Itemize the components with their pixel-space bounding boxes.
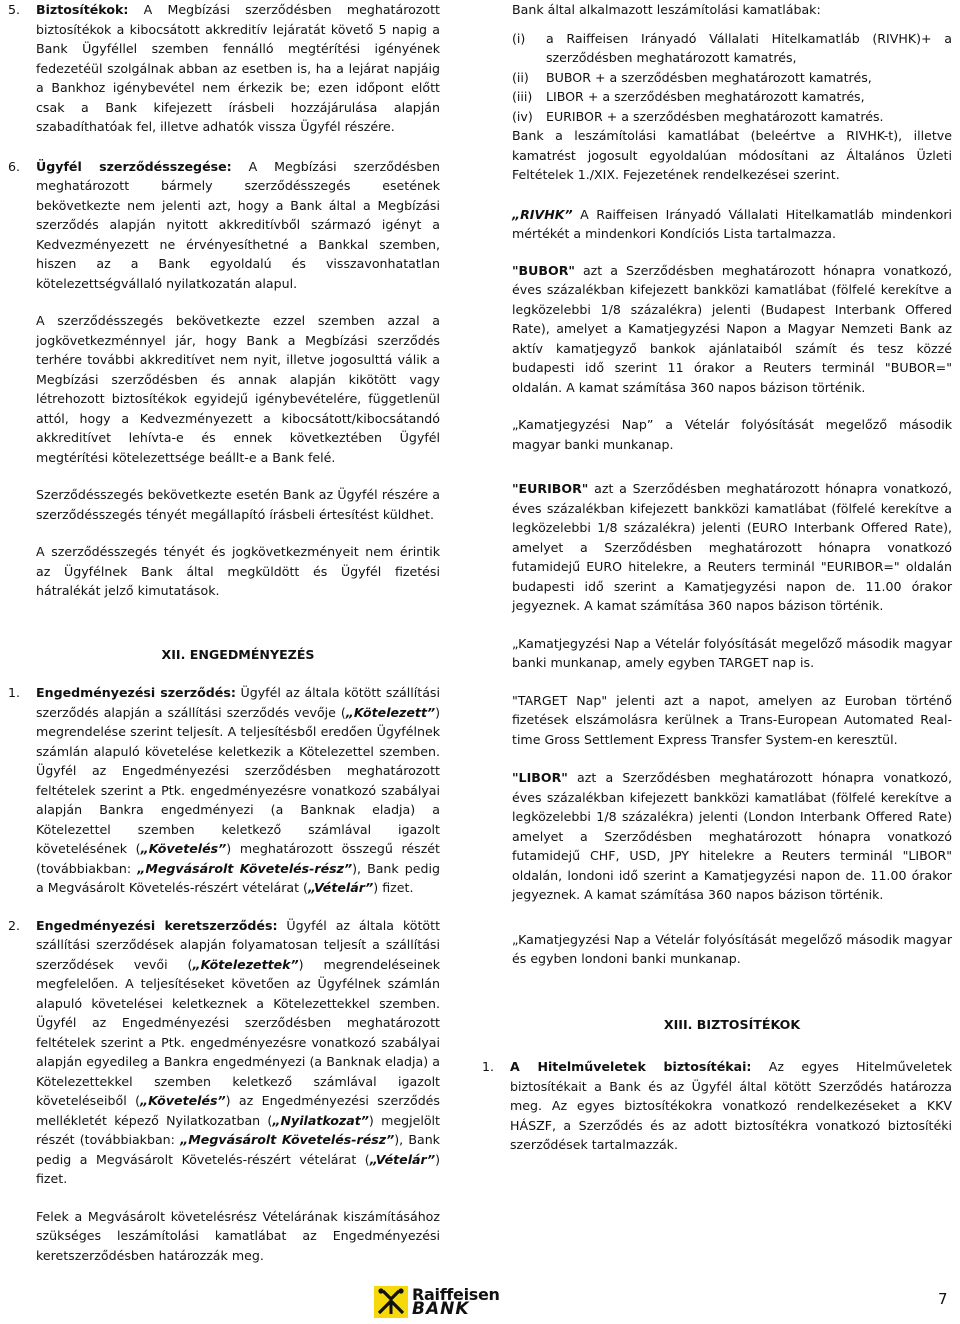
text-run: azt a Szerződésben meghatározott hónapra vonatkozó, éves százalékban kifejezett bankközi kamatlábat (fölfelé kerekítve a legközelebbi 1/8 százalékra) jelenti (EURO Interbank Offered Rate), amelyet a Szerződésben meghatározott hónapra vonatkozó futamidejű EURO hitelekre, a Reuters terminál "EURIBOR=" oldalán budapesti idő szerint a Kamatjegyzési napon de. 11.00 órakor jegyeznek. A kamat számítása 360 napos bázison történik. — [512, 481, 952, 613]
left-column — [8, 0, 440, 1265]
item-text — [36, 683, 440, 898]
defined-term: "BUBOR" — [512, 262, 575, 278]
item-text — [36, 0, 440, 137]
paragraph: Felek a Megvásárolt követelésrész Vételárának kiszámításához szükséges leszámítolási kamatlábat az Engedményezési keretszerződésben határozzák meg. — [36, 1208, 440, 1263]
item-title: Engedményezési szerződés: — [36, 685, 236, 700]
text-run: azt a Szerződésben meghatározott hónapra vonatkozó, éves százalékban kifejezett bankközi kamatlábat (fölfelé kerekítve a legközelebbi 1/8 százalékra) jelenti (Budapest Interbank Offered Rate), amelyet a Kamatjegyzési Napon a Magyar Nemzeti Bank az aktív kamatjegyző bankok ajánlataiból számít és tesz közzé budapesti idő szerint 11 órakor a Reuters terminál "BUBOR=" oldalán. A kamat számítása 360 napos bázison történik. — [512, 262, 952, 395]
defined-term: "LIBOR" — [512, 770, 568, 785]
paragraph: A szerződésszegés bekövetkezte ezzel szemben azzal a jogkövetkezménnyel jár, hogy Bank a Megbízási szerződés terhére további akkreditívet nem nyit, illetve jogosulttá válik a Megbízási szerződésben és annak alapján kikötött vagy létrehozott biztosítékok egyidejű igénybevételére, függetlenül attól, hogy a Kedvezményezett a kibocsátott/kibocsátandó akkreditívet lehívta-e és ennek következtében Ügyfél megtérítési kötelezettsége beállt-e a Bank felé. — [36, 313, 440, 465]
defined-term: „Követelés” — [140, 841, 227, 856]
defined-term: „Megvásárolt Követelés-rész” — [180, 1132, 395, 1147]
list-item — [512, 107, 952, 127]
defined-term: „Kötelezett” — [345, 704, 436, 720]
list-marker: (ii) — [512, 69, 529, 85]
engedmenyezes-item-1 — [8, 683, 440, 898]
item-body: Az egyes Hitelműveletek biztosítékait a Bank és az Ügyfél által kötött Szerződés határozza meg. Az egyes biztosítékokra vonatkozó rendelkezéseket a KKV HÁSZF, a Szerződés és az adott biztosítékra vonatkozó biztosítéki szerződések tartalmazzák. — [510, 1059, 952, 1152]
section-heading: XII. ENGEDMÉNYEZÉS — [161, 646, 315, 662]
page-number: 7 — [938, 1290, 948, 1308]
list-item — [512, 29, 952, 68]
item-body: A Megbízási szerződésben meghatározott biztosítékok a kibocsátott akkreditív lejáratát követő 5 napig a Bank Ügyféllel szemben fennálló megtérítési igényének fedezetéül szolgálnak abban az esetben is, ha a lejárat napjáig a Bankhoz igénybevétel nem érkezik be; ezen időpont előtt csak a Bank kifejezett írásbeli hozzájárulása alapján szabadíthatóak fel, illetve adhatók vissza Ügyfél részére. — [36, 2, 440, 134]
item-title: Biztosítékok: — [36, 2, 129, 17]
list-marker: (i) — [512, 30, 526, 46]
list-text: EURIBOR + a szerződésben meghatározott kamatrés. — [546, 108, 884, 124]
rivhk-definition — [512, 205, 952, 244]
defined-term: „RIVHK” — [512, 206, 573, 222]
item-2-continued — [8, 1207, 440, 1266]
text-run: ) fizet. — [36, 1151, 440, 1186]
raiffeisen-gable-icon — [374, 1286, 408, 1318]
section-heading: XIII. BIZTOSÍTÉKOK — [663, 1016, 801, 1032]
list-item — [512, 87, 952, 107]
logo-wordmark — [412, 1287, 500, 1317]
bubor-definition — [512, 261, 952, 398]
text-run: azt a Szerződésben meghatározott hónapra vonatkozó, éves százalékban kifejezett bankközi kamatlábat (fölfelé kerekítve a legközelebbi 1/8 százalékra) jelenti (London Interbank Offered Rate) amelyet a Szerződésben meghatározott hónapra vonatkozó futamidejű CHF, USD, JPY hitelekre a Reuters terminál "LIBOR" oldalán, londoni idő szerint a Kamatjegyzési napon de. 11.00 órakor jegyeznek. A kamat számítása 360 napos bázison történik. — [512, 770, 952, 902]
text-run: ) fizet. — [373, 880, 414, 895]
defined-term: „Vételár” — [307, 880, 374, 895]
list-marker: (iv) — [512, 108, 533, 124]
libor-definition — [512, 768, 952, 905]
logo-line-2: BANK — [412, 1299, 470, 1319]
item-text — [510, 1057, 952, 1155]
item-number: 2. — [8, 917, 21, 933]
item-body: A Megbízási szerződésben meghatározott bármely szerződésszegés esetének bekövetkezte nem jelenti azt, hogy a Bank által a Megbízási szerződés alapján nyitott akkreditívből származó igényt a Kedvezményezett ne érvényesíthetné a Bankkal szemben, hiszen az a Bank egyoldalú és visszavonhatatlan kötelezettségvállaló nyilatkozatán alapul. — [36, 158, 440, 291]
item-title: A Hitelműveletek biztosítékai: — [510, 1059, 752, 1074]
paragraph: A szerződésszegés tényét és jogkövetkezményeit nem érintik az Ügyfélnek Bank által megküldött és Ügyfél fizetési hátralékát jelző kimutatások. — [36, 544, 440, 598]
item-text — [36, 916, 440, 1189]
item-title: Ügyfél szerződésszegése: — [36, 158, 232, 174]
item-text — [36, 157, 440, 294]
defined-term: „Vételár” — [369, 1151, 436, 1167]
paragraph: „Kamatjegyzési Nap a Vételár folyósítását megelőző második magyar és egyben londoni banki munkanap. — [512, 931, 952, 966]
paragraph: „Kamatjegyzési Nap a Vételár folyósítását megelőző második magyar banki munkanap, amely egyben TARGET nap is. — [512, 635, 952, 670]
paragraph: „Kamatjegyzési Nap” a Vételár folyósítását megelőző második magyar banki munkanap. — [512, 417, 952, 452]
defined-term: „Követelés” — [139, 1093, 226, 1108]
paragraph: "TARGET Nap" jelenti azt a napot, amelyen az Euroban történő fizetések elszámolásra kerülnek a Trans-European Automated Real-time Gross Settlement Express Transfer System-en keresztül. — [512, 692, 952, 747]
item-number: 1. — [482, 1059, 495, 1074]
text-run: Ügyfél az általa kötött szállítási szerződés alapján a szállítási szerződés vevője ( — [36, 685, 440, 720]
defined-term: „Kötelezettek” — [192, 956, 299, 972]
raiffeisen-logo — [374, 1286, 500, 1318]
text-run: ) megrendelése szerint teljesít. A teljesítésből eredően Ügyfélnek számlán alapuló követelése keletkezik a Kötelezettel szemben. Ügyfél az Engedményezési szerződésben meghatározott feltételek szerint a Ptk. engedményezésre vonatkozó szabályai alapján Bankra engedményezi (a Banknak eladja) a Kötelezettel szemben keletkező számlával igazolt követelésének ( — [36, 704, 440, 856]
item-6 — [8, 157, 440, 294]
rate-list — [512, 29, 952, 127]
list-text: BUBOR + a szerződésben meghatározott kamatrés, — [546, 69, 872, 85]
defined-term: „Nyilatkozat” — [272, 1112, 369, 1128]
item-number: 1. — [8, 685, 21, 700]
defined-term: „Megvásárolt Követelés-rész” — [137, 860, 353, 876]
text-run: ), Bank pedig a Megvásárolt Követelés-részért vételárat ( — [36, 1132, 440, 1167]
text-run: ) megjelölt részét (továbbiakban: — [36, 1112, 440, 1147]
biztositekok-item-1 — [482, 1057, 952, 1155]
paragraph: Szerződésszegés bekövetkezte esetén Bank az Ügyfél részére a szerződésszegés tényét megállapító írásbeli értesítést küldhet. — [36, 487, 440, 522]
list-text: LIBOR + a szerződésben meghatározott kamatrés, — [546, 89, 865, 104]
text-run: ), Bank pedig a Megvásárolt Követelés-részért vételárat ( — [36, 860, 440, 895]
intro-text: Bank által alkalmazott leszámítolási kamatlábak: — [512, 2, 821, 17]
defined-term: "EURIBOR" — [512, 481, 589, 496]
list-item — [512, 68, 952, 88]
item-number: 5. — [8, 2, 21, 17]
list-marker: (iii) — [512, 89, 533, 104]
text-run: ) meghatározott összegű részét (továbbiakban: — [36, 841, 440, 876]
right-column — [482, 0, 952, 1155]
list-text: a Raiffeisen Irányadó Vállalati Hitelkamatláb (RIVHK)+ a szerződésben meghatározott kamatrés, — [546, 30, 952, 65]
paragraph: Bank a leszámítolási kamatlábat (beleértve a RIVHK-t), illetve kamatrést jogosult egyoldalúan módosítani az Általános Üzleti Feltételek 1./XIX. Fejezetének rendelkezései szerint. — [512, 128, 952, 182]
item-5 — [8, 0, 440, 137]
text-run: Ügyfél az általa kötött szállítási szerződések alapján folyamatosan teljesít a szállítási szerződések vevői ( — [36, 917, 441, 972]
euribor-definition — [512, 479, 952, 616]
engedmenyezes-item-2 — [8, 916, 440, 1189]
item-6-continued — [8, 311, 440, 601]
item-number: 6. — [8, 158, 21, 174]
item-title: Engedményezési keretszerződés: — [36, 917, 278, 933]
text-run: A Raiffeisen Irányadó Vállalati Hitelkamatláb mindenkori mértékét a mindenkori Kondíciós Lista tartalmazza. — [512, 206, 952, 241]
text-run: ) megrendeléseinek megfelelően. A teljesítéseket követően az Ügyfélnek számlán alapuló követelései keletkeznek a Kötelezettekkel szemben. Ügyfél az Engedményezési szerződésben meghatározott feltételek szerint a Ptk. engedményezésre vonatkozó szabályai alapján egyedileg a Bankra engedményezi (a Banknak eladja) a Kötelezettekkel szemben keletkező számlával igazolt követeléseiből ( — [36, 956, 440, 1108]
text-run: ) az Engedményezési szerződés mellékletét képező Nyilatkozatban ( — [36, 1093, 440, 1128]
logo-line-1: Raiffeisen — [412, 1285, 500, 1304]
